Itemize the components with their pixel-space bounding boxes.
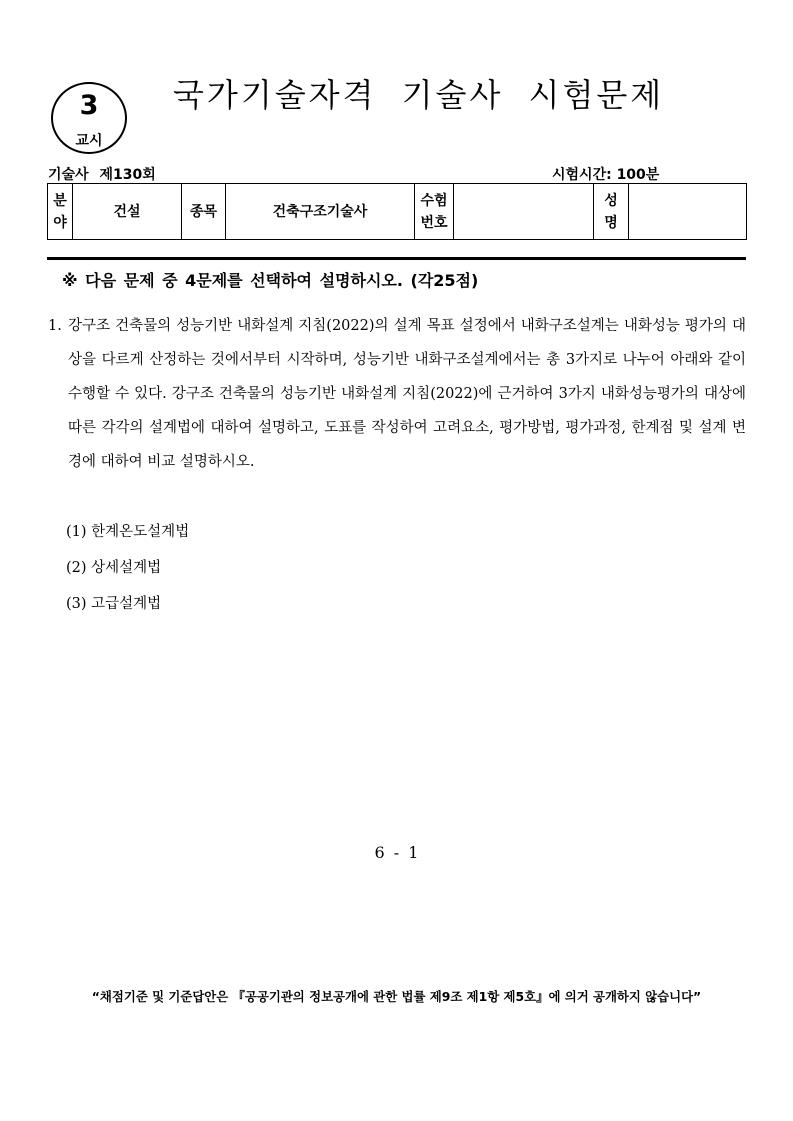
sub-item: (2) 상세설계법 <box>66 560 162 576</box>
exam-round: 기술사 제130회 <box>48 167 156 183</box>
page-number: 6 - 1 <box>374 843 419 862</box>
category-value: 건축구조기술사 <box>272 203 368 220</box>
field-label: 분야 <box>53 192 67 231</box>
footer-notice: “채점기준 및 기준답안은 『공공기관의 정보공개에 관한 법률 제9조 제1항 제5호』에 의거 공개하지 않습니다” <box>91 989 702 1004</box>
field-value: 건설 <box>113 203 141 220</box>
category-label: 종목 <box>189 203 218 220</box>
page-title: 국가기술자격 기술사 시험문제 <box>173 76 665 114</box>
field-label-cell <box>48 184 73 240</box>
name-label-cell <box>594 184 629 240</box>
session-label: 교시 <box>75 133 103 149</box>
question-text: 강구조 건축물의 성능기반 내화설계 지침(2022)의 설계 목표 설정에서 내화구조설계는 내화성능 평가의 대상을 다르게 산정하는 것에서부터 시작하며, 성능기반 내화구조설계에서는 총 3가지로 나누어 아래와 같이 수행할 수 있다. 강구조 건축물의 성능기반 내화설계 지침(2022)에 근거하여 3가지 내화성능평가의 대상에 따른 각각의 설계법에 대하여 설명하고, 도표를 작성하여 고려요소, 평가방법, 평가과정, 한계점 및 설계 변경에 대하여 비교 설명하시오. <box>68 318 746 470</box>
instruction-text: ※ 다음 문제 중 4문제를 선택하여 설명하시오. (각25점) <box>62 271 479 290</box>
category-value-cell <box>226 184 415 240</box>
session-badge <box>51 82 127 154</box>
sub-item: (1) 한계온도설계법 <box>66 524 190 540</box>
exam-time: 시험시간: 100분 <box>552 167 660 183</box>
question-number: 1. <box>48 318 62 334</box>
exam-number-label-cell <box>415 184 454 240</box>
question-1 <box>48 309 746 479</box>
field-value-cell <box>73 184 182 240</box>
category-label-cell <box>182 184 226 240</box>
name-label: 성명 <box>604 192 618 231</box>
name-field[interactable] <box>629 184 747 240</box>
exam-number-field[interactable] <box>454 184 594 240</box>
session-number: 3 <box>79 90 99 121</box>
sub-item: (3) 고급설계법 <box>66 596 162 612</box>
exam-number-label: 수험번호 <box>420 192 448 231</box>
exam-info-table <box>47 183 747 240</box>
header-divider <box>47 257 746 260</box>
